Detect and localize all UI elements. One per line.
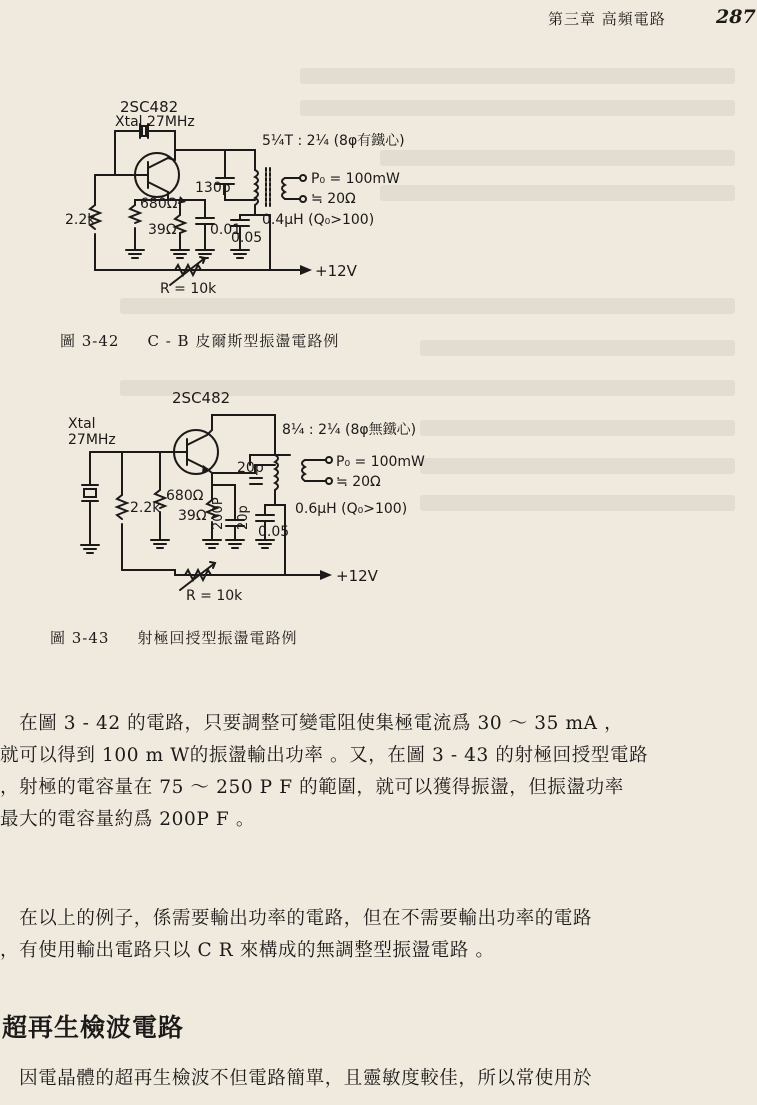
fig43-c20v-label: 20p [236,505,251,530]
paragraph-1-line-1: 在圖 3 - 42 的電路，只要調整可變電阻使集極電流爲 30 ～ 35 mA ， [0,713,624,734]
fig43-c200-label: 200P [211,497,226,530]
fig42-turns-label: 5¼T : 2¼ (8φ有鐵心) [262,133,405,149]
figure-3-42-number: 圖 3-42 [60,332,120,350]
fig42-transistor-label: 2SC482 [120,98,179,116]
figure-3-43-caption [50,627,297,648]
paragraph-2 [0,903,757,967]
paragraph-2-line-2: ，有使用輸出電路只以 C R 來構成的無調整型振盪電路 。 [0,940,495,961]
fig43-r39-label: 39Ω [178,508,207,524]
figure-3-42-caption [60,330,339,351]
fig43-crystal-label-2: 27MHz [68,432,116,448]
fig43-turns-label: 8¼ : 2¼ (8φ無鐵心) [282,422,417,438]
fig42-crystal-label: Xtal 27MHz [115,114,195,130]
paragraph-1-line-3: ，射極的電容量在 75 ～ 250 P F 的範圍，就可以獲得振盪，但振盪功率 [0,777,624,798]
fig43-c005-label: 0.05 [258,524,290,540]
paragraph-1 [0,708,757,836]
figure-3-42-schematic [0,0,757,330]
fig43-c20-label: 20p [237,460,264,476]
fig43-zout-label: ≒ 20Ω [336,474,381,490]
section-heading: 超再生檢波電路 [2,1013,185,1042]
fig43-inductor-label: 0.6μH (Q₀>100) [295,501,408,517]
fig42-rbias-label: 2.2k [65,212,96,228]
fig42-c005-label: 0.05 [231,230,263,246]
fig43-rvar-label: R = 10k [186,588,243,604]
fig42-c001-label: 0.01 [210,222,242,238]
figure-3-43-title: 射極回授型振盪電路例 [137,629,298,647]
fig42-zout-label: ≒ 20Ω [311,191,356,207]
paragraph-1-line-2: 就可以得到 100 m W的振盪輸出功率 。又，在圖 3 - 43 的射極回授型電路 [0,745,649,766]
fig43-rbias-label: 2.2k [130,500,161,516]
fig43-r680-label: 680Ω [166,488,204,504]
page-number: 287 [716,6,756,28]
fig42-rvar-label: R = 10k [160,281,217,297]
fig43-po-label: P₀ = 100mW [336,454,425,470]
fig42-r680-label: 680Ω [140,196,178,212]
fig42-supply-label: +12V [315,262,357,280]
fig42-po-label: P₀ = 100mW [311,171,400,187]
fig43-transistor-label: 2SC482 [172,389,231,407]
figure-3-42-title: C - B 皮爾斯型振盪電路例 [147,332,340,350]
paragraph-1-line-4: 最大的電容量約爲 200P F 。 [0,809,255,830]
fig42-inductor-label: 0.4μH (Q₀>100) [262,212,375,228]
paragraph-2-line-1: 在以上的例子，係需要輸出功率的電路，但在不需要輸出功率的電路 [0,908,593,929]
paragraph-3-line-1: 因電晶體的超再生檢波不但電路簡單，且靈敏度較佳，所以常使用於 [0,1068,593,1089]
running-header: 第三章 高頻電路 [548,10,666,28]
fig42-r39-label: 39Ω [148,222,177,238]
figure-3-43-schematic [0,370,757,670]
fig43-supply-label: +12V [336,567,378,585]
figure-3-43-number: 圖 3-43 [50,629,110,647]
paragraph-3 [0,1063,757,1095]
fig43-crystal-label-1: Xtal [68,416,96,432]
fig42-cap-130-label: 130p [195,180,231,196]
